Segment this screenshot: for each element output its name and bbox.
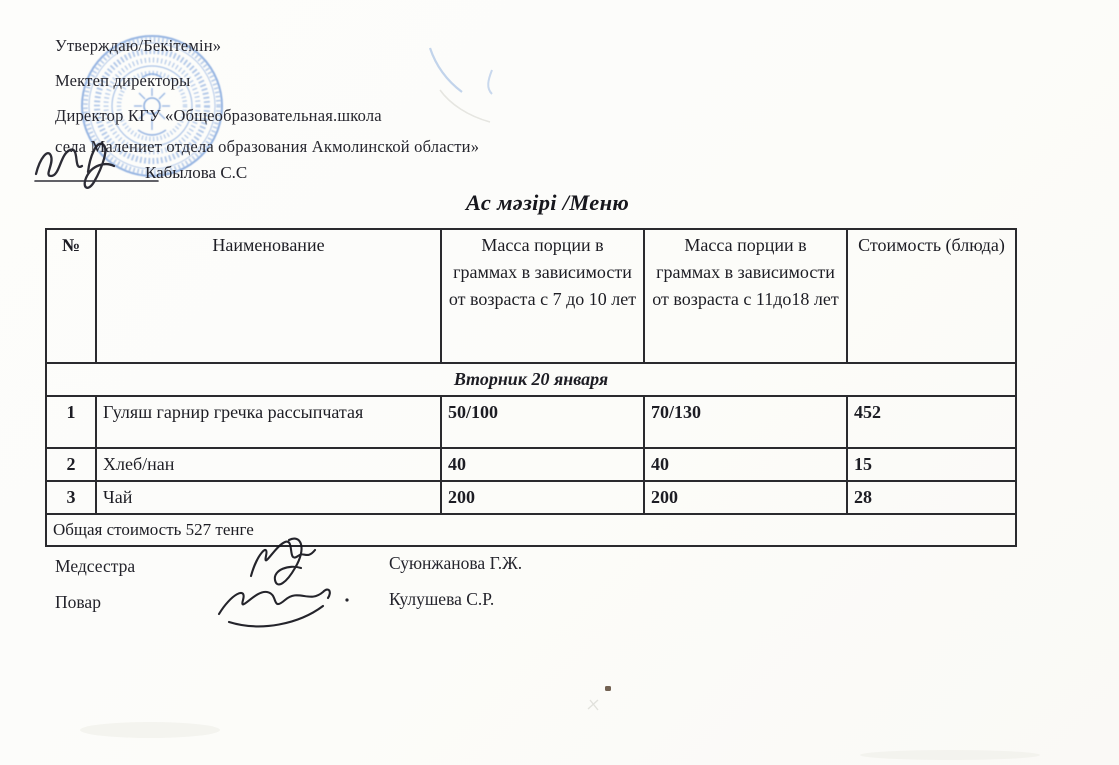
dish-name: Гуляш гарнир гречка рассыпчатая xyxy=(96,396,441,448)
portion-11-18-value: 40 xyxy=(644,448,847,481)
row-number: 2 xyxy=(46,448,96,481)
price-value: 452 xyxy=(847,396,1016,448)
signature-role-nurse: Медсестра xyxy=(55,556,136,576)
day-header: Вторник 20 января xyxy=(46,363,1016,396)
row-number: 1 xyxy=(46,396,96,448)
column-header-portion-11-18: Масса порции в граммах в зависимости от возраста с 11до18 лет xyxy=(644,229,847,363)
total-row xyxy=(46,514,1016,546)
table-row xyxy=(46,396,1016,448)
signature-name-cook: Кулушева С.Р. xyxy=(389,589,495,609)
signature-role-cook: Повар xyxy=(55,592,101,612)
portion-11-18-value: 200 xyxy=(644,481,847,514)
table-row xyxy=(46,448,1016,481)
portion-11-18-value: 70/130 xyxy=(644,396,847,448)
table-header-row xyxy=(46,229,1016,363)
total-cost: Общая стоимость 527 тенге xyxy=(46,514,1016,546)
column-header-portion-7-10: Масса порции в граммах в зависимости от возраста с 7 до 10 лет xyxy=(441,229,644,363)
day-header-row xyxy=(46,363,1016,396)
dish-name: Хлеб/нан xyxy=(96,448,441,481)
portion-7-10-value: 40 xyxy=(441,448,644,481)
column-header-price: Стоимость (блюда) xyxy=(847,229,1016,363)
row-number: 3 xyxy=(46,481,96,514)
document-title: Ас мәзірі /Меню xyxy=(465,190,630,215)
column-header-name: Наименование xyxy=(96,229,441,363)
price-value: 15 xyxy=(847,448,1016,481)
table-row xyxy=(46,481,1016,514)
menu-table xyxy=(45,228,1017,547)
approval-line: Утверждаю/Бекітемін» xyxy=(55,36,222,55)
price-value: 28 xyxy=(847,481,1016,514)
handwritten-signatures xyxy=(205,534,365,634)
director-name: Кабылова С.С xyxy=(145,163,248,182)
director-signature xyxy=(30,138,170,193)
column-header-number: № xyxy=(46,229,96,363)
dish-name: Чай xyxy=(96,481,441,514)
approval-line: Мектеп директоры xyxy=(55,71,191,90)
approval-line: села Малениет отдела образования Акмолинской области» xyxy=(55,137,480,156)
portion-7-10-value: 200 xyxy=(441,481,644,514)
portion-7-10-value: 50/100 xyxy=(441,396,644,448)
approval-line: Директор КГУ «Общеобразовательная.школа xyxy=(55,106,382,125)
signature-name-nurse: Суюнжанова Г.Ж. xyxy=(389,553,523,573)
